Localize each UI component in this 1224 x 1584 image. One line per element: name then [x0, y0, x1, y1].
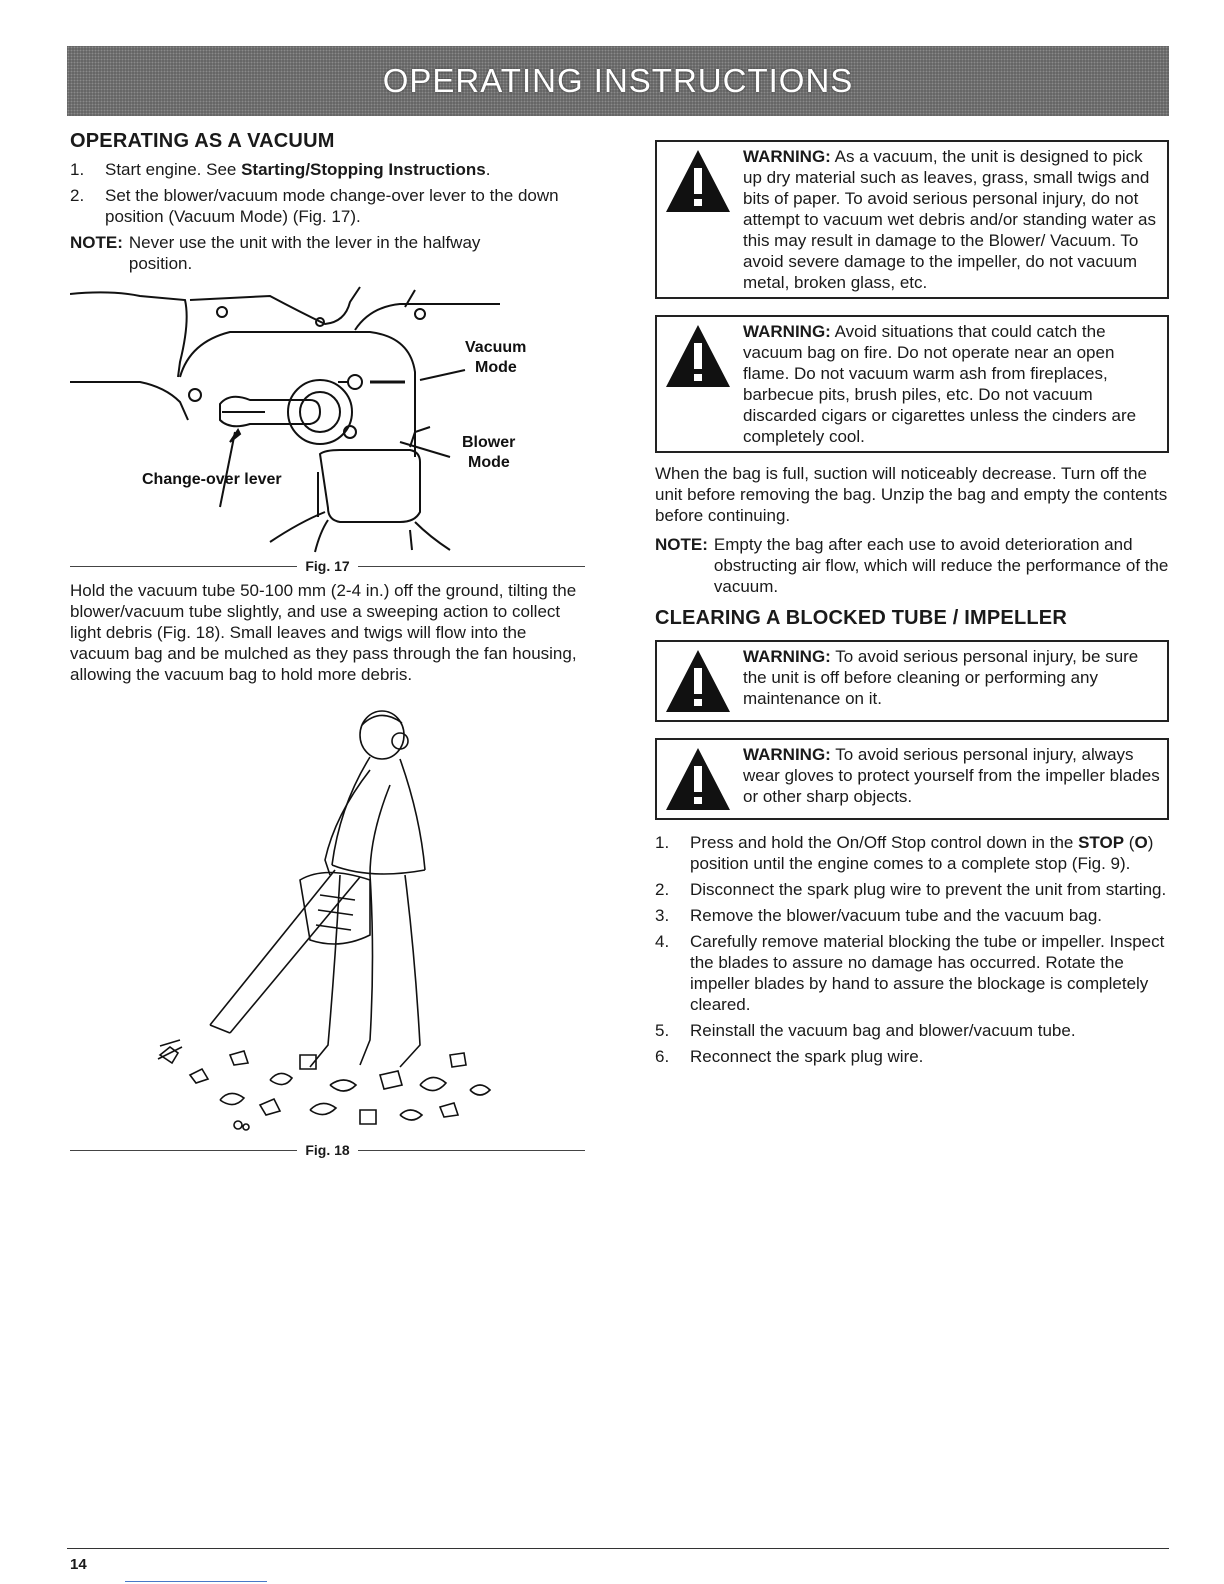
starting-instructions-ref: Starting/Stopping Instructions	[241, 160, 486, 179]
warning-label: WARNING:	[743, 647, 831, 666]
warning-triangle-icon	[663, 146, 733, 216]
list-item: 1. Press and hold the On/Off Stop control down in the STOP (O) position until the engine comes to a complete stop (Fig. 9).	[655, 833, 1154, 873]
list-item: 5. Reinstall the vacuum bag and blower/vacuum tube.	[655, 1021, 1076, 1040]
warning-label: WARNING:	[743, 745, 831, 764]
list-item: 4. Carefully remove material blocking the tube or impeller. Inspect the blades to assure no damage has occurred. Rotate the impeller blades by hand to assure the blockage is completely cleared.	[655, 932, 1165, 1014]
blower-mode-label-1: Blower	[462, 434, 516, 451]
bag-full-paragraph: When the bag is full, suction will noticeably decrease. Turn off the unit before removing the bag. Unzip the bag and empty the contents before continuing.	[655, 464, 1168, 525]
warning-box-fire: WARNING: Avoid situations that could catch the vacuum bag on fire. Do not operate near an open flame. Do not vacuum warm ash from fireplaces, barbecue pits, brush piles, etc. Do not vacuum discarded cigars or cigarettes unless the cinders are completely cool.	[655, 315, 1169, 453]
blower-mode-label-2: Mode	[468, 454, 510, 471]
figure-18	[70, 695, 585, 1140]
warning-triangle-icon	[663, 744, 733, 814]
vacuum-heading: OPERATING AS A VACUUM	[70, 130, 335, 152]
footer-rule	[67, 1548, 1169, 1549]
figure-17	[70, 282, 585, 564]
warning-label: WARNING:	[743, 147, 831, 166]
vacuum-mode-label-2: Mode	[475, 359, 517, 376]
right-column	[655, 140, 1169, 1072]
warning-box-gloves: WARNING: To avoid serious personal injury, always wear gloves to protect yourself from the impeller blades or other sharp objects.	[655, 738, 1169, 820]
warning-box-dry-material: WARNING: As a vacuum, the unit is designed to pick up dry material such as leaves, grass, small twigs and bits of paper. To avoid serious personal injury, do not attempt to vacuum wet debris and/or standing water as this may result in damage to the Blower/ Vacuum. To avoid severe damage to the impeller, do not vacuum metal, broken glass, etc.	[655, 140, 1169, 299]
blocked-tube-heading: CLEARING A BLOCKED TUBE / IMPELLER	[655, 607, 1067, 629]
section-banner	[67, 46, 1169, 116]
vacuum-steps	[70, 159, 585, 227]
empty-bag-note: NOTE: Empty the bag after each use to avoid deterioration and obstructing air flow, which will reduce the performance of the vacuum.	[655, 535, 1169, 596]
fig-17-caption: Fig. 17	[70, 558, 585, 574]
left-column	[70, 130, 585, 1158]
list-item: 3. Remove the blower/vacuum tube and the vacuum bag.	[655, 906, 1103, 925]
vacuum-technique-paragraph: Hold the vacuum tube 50-100 mm (2-4 in.) off the ground, tilting the blower/vacuum tube slightly, and use a sweeping action to collect light debris (Fig. 18). Small leaves and twigs will flow into the vacuum bag and be mulched as they pass through the fan housing, allowing the vacuum bag to hold more debris.	[70, 581, 577, 684]
list-item: 6. Reconnect the spark plug wire.	[655, 1047, 924, 1066]
clearing-steps	[655, 832, 1169, 1067]
footer-mark	[125, 1581, 267, 1582]
vacuum-mode-label-1: Vacuum	[465, 339, 527, 356]
note-label: NOTE:	[70, 233, 123, 252]
warning-triangle-icon	[663, 321, 733, 391]
change-over-lever-label: Change-over lever	[142, 471, 282, 488]
operator-vacuuming-illustration	[70, 695, 585, 1140]
page-number: 14	[70, 1556, 87, 1573]
change-over-lever-illustration	[70, 282, 585, 564]
list-item: 2. Set the blower/vacuum mode change-over lever to the down position (Vacuum Mode) (Fig. 17).	[70, 186, 559, 226]
halfway-note: NOTE: Never use the unit with the lever in the halfway position.	[70, 233, 481, 273]
banner-title: OPERATING INSTRUCTIONS	[382, 62, 854, 99]
warning-box-unit-off: WARNING: To avoid serious personal injury, be sure the unit is off before cleaning or performing any maintenance on it.	[655, 640, 1169, 722]
fig-18-caption: Fig. 18	[70, 1142, 585, 1158]
note-label: NOTE:	[655, 535, 708, 554]
warning-triangle-icon	[663, 646, 733, 716]
list-item: 1. Start engine. See Starting/Stopping Instructions.	[70, 160, 491, 179]
list-item: 2. Disconnect the spark plug wire to prevent the unit from starting.	[655, 880, 1167, 899]
warning-label: WARNING:	[743, 322, 831, 341]
